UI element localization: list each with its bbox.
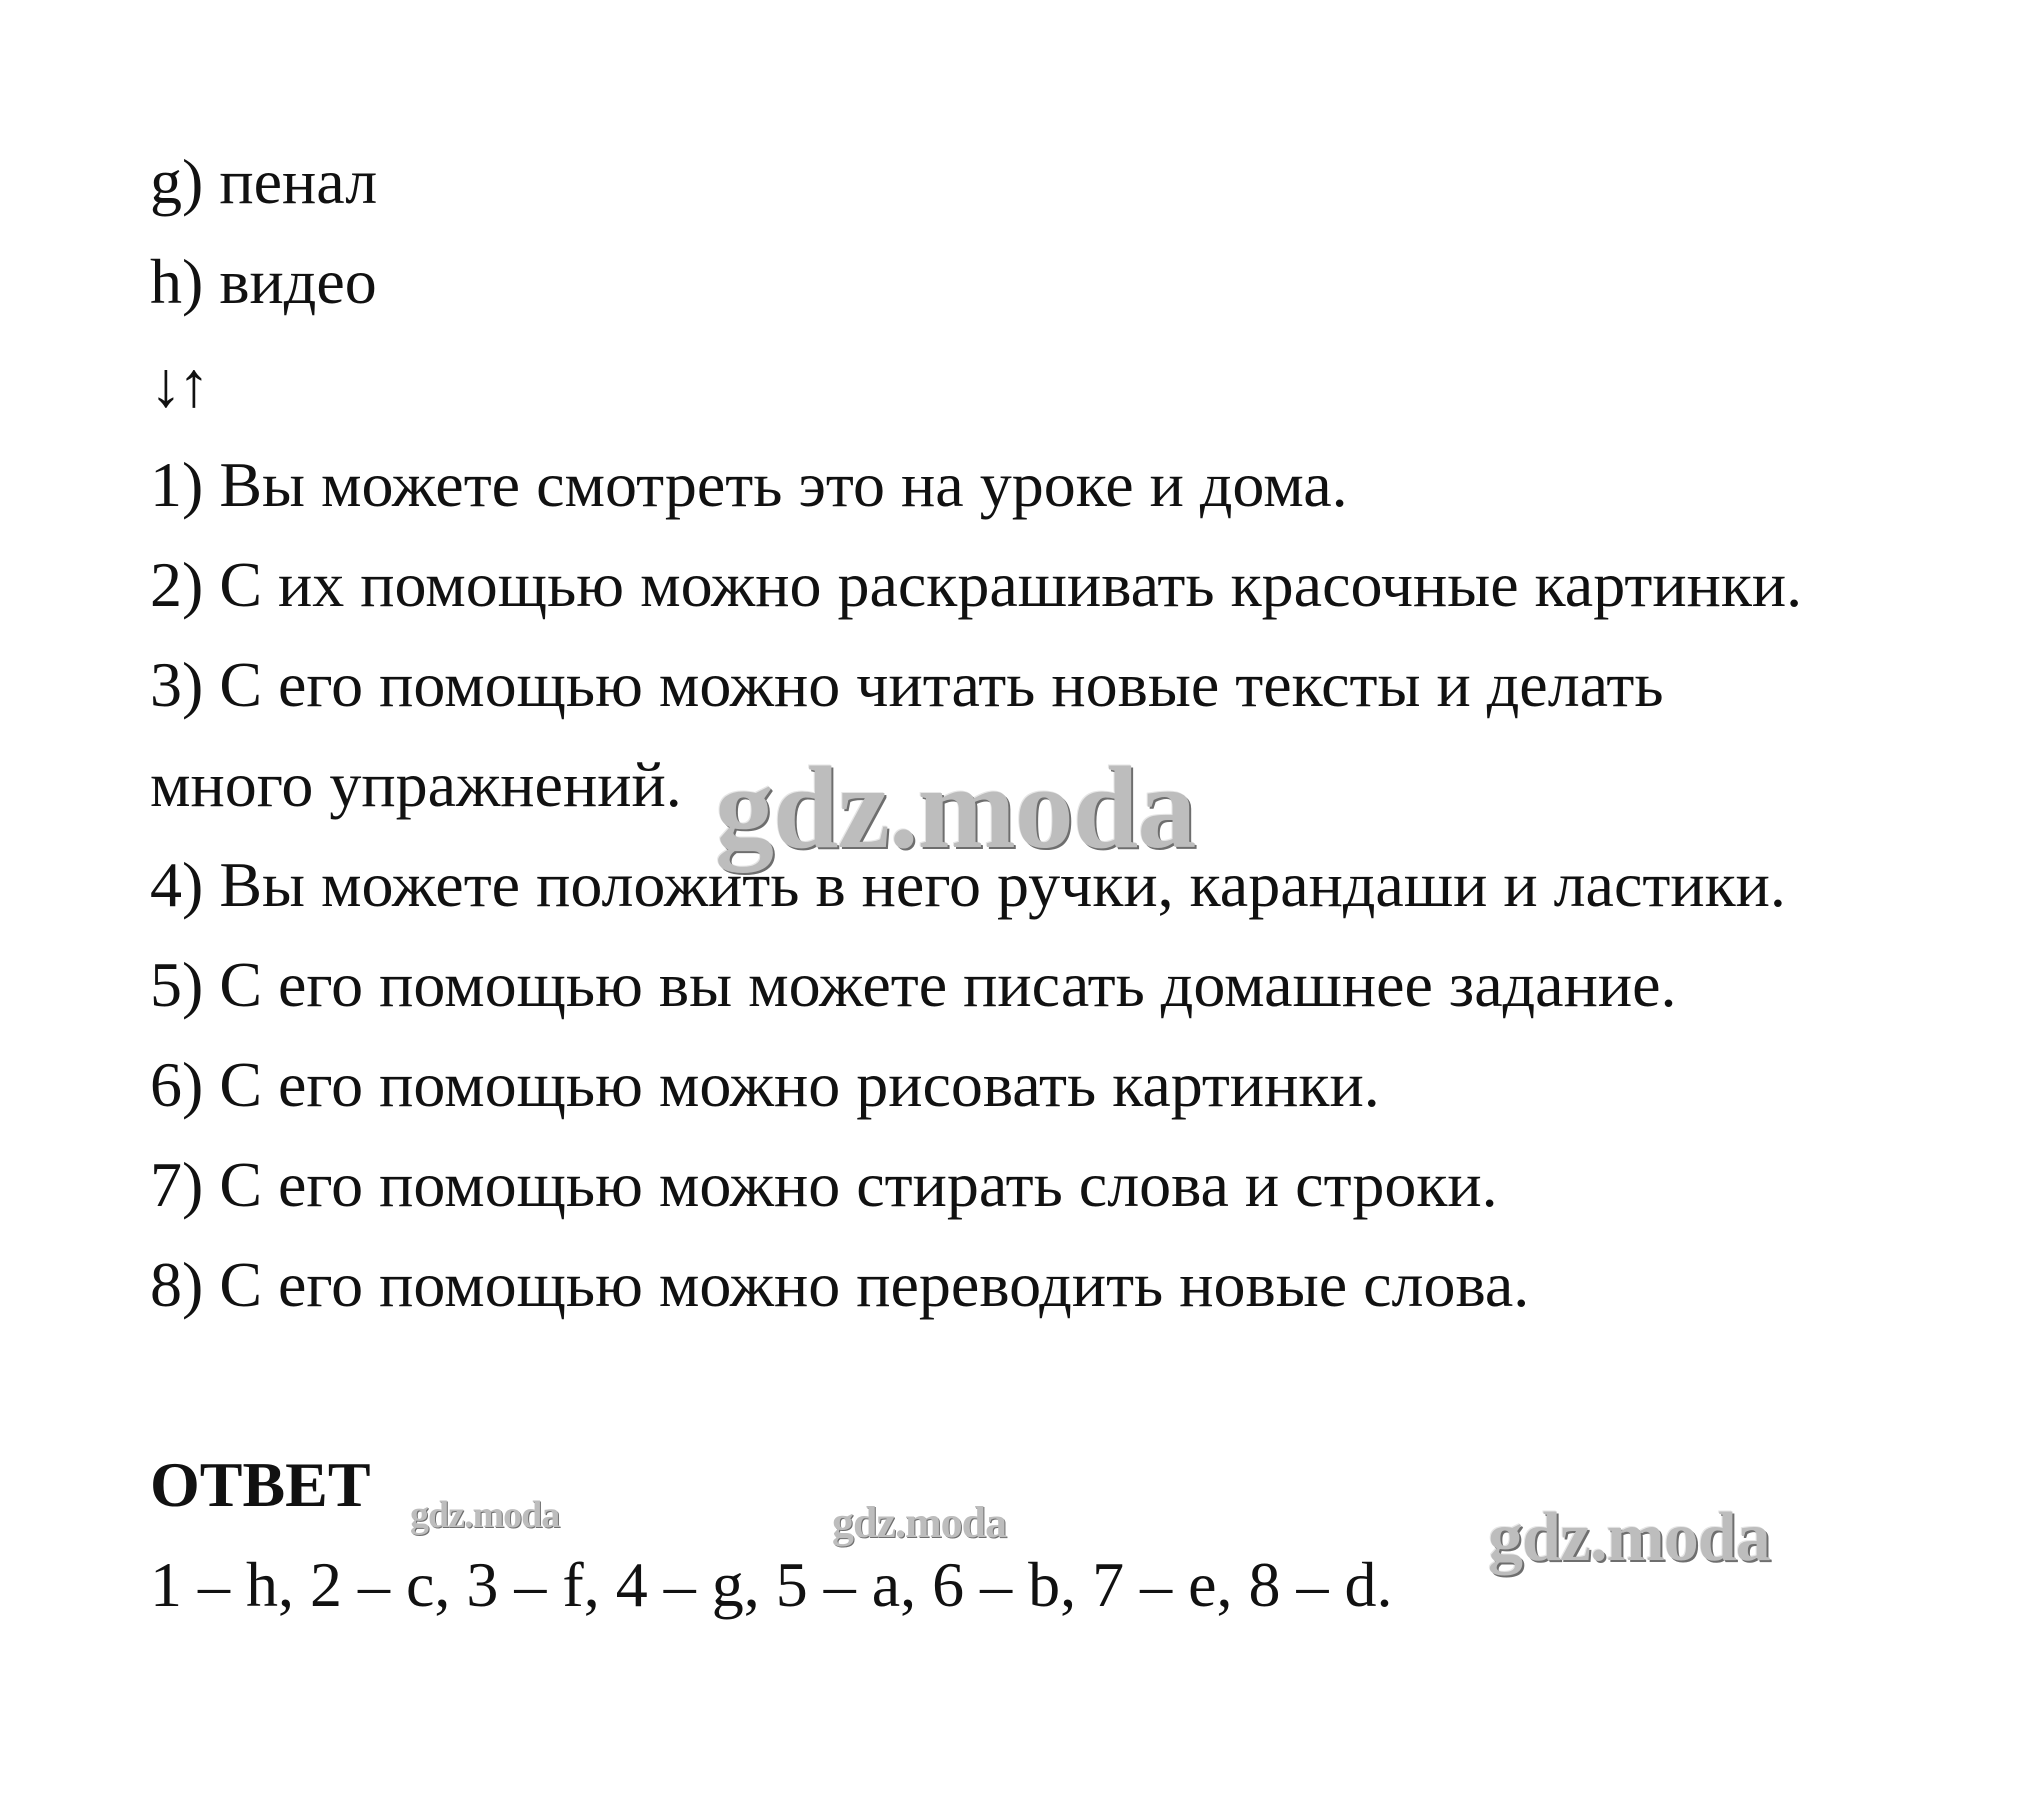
option-g: g) пенал — [150, 146, 378, 217]
statement-4: 4) Вы можете положить в него ручки, карандаши и ластики. — [150, 849, 1786, 920]
watermark-small: gdz.moda — [410, 1494, 560, 1536]
statement-6: 6) С его помощью можно рисовать картинки. — [150, 1049, 1380, 1120]
answer-text: 1 – h, 2 – c, 3 – f, 4 – g, 5 – a, 6 – b, 7 – e, 8 – d. — [150, 1549, 1393, 1620]
statement-2: 2) С их помощью можно раскрашивать красочные картинки. — [150, 549, 1803, 620]
watermark-large: gdz.moda — [715, 742, 1196, 873]
watermark-medium: gdz.moda — [1488, 1499, 1770, 1576]
statement-1: 1) Вы можете смотреть это на уроке и дома. — [150, 449, 1348, 520]
statement-5: 5) С его помощью вы можете писать домашнее задание. — [150, 949, 1677, 1020]
statement-7: 7) С его помощью можно стирать слова и строки. — [150, 1149, 1498, 1220]
option-h: h) видео — [150, 246, 377, 317]
arrows-symbol: ↓↑ — [150, 349, 206, 420]
statement-3-continued: много упражнений. — [150, 749, 682, 820]
answer-heading: ОТВЕТ — [150, 1449, 371, 1520]
statement-3: 3) С его помощью можно читать новые тексты и делать — [150, 649, 1664, 720]
watermark-small-center: gdz.moda — [832, 1498, 1007, 1547]
statement-8: 8) С его помощью можно переводить новые слова. — [150, 1249, 1530, 1320]
